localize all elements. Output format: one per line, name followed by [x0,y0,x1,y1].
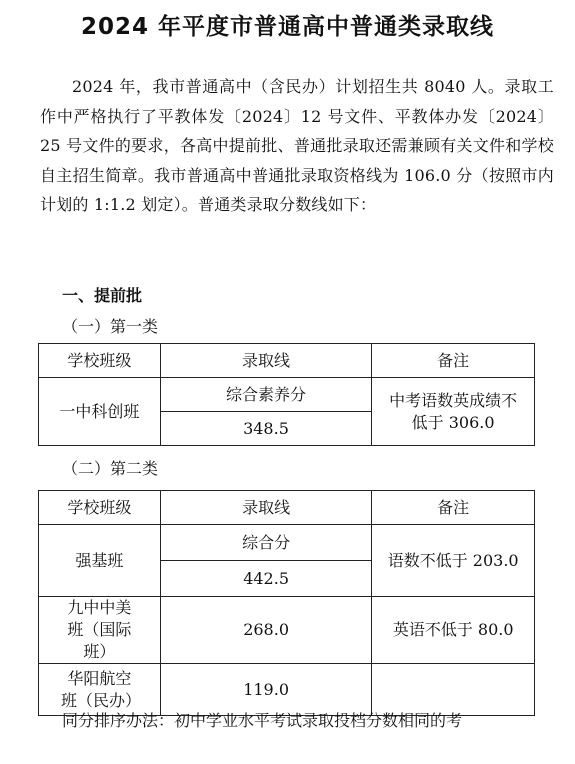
admission-table-2 [38,490,535,716]
table-cell-score: 442.5 [160,561,371,597]
table-header: 备注 [372,491,535,525]
table-cell-score-type: 综合分 [160,525,371,561]
table-cell-score: 119.0 [160,664,371,716]
table-cell-school: 九中中美班（国际班） [39,597,161,664]
table-cell-score-type: 综合素养分 [160,378,372,412]
footer-text: 同分排序办法：初中学业水平考试录取投档分数相同的考 [62,711,463,730]
table-header: 录取线 [160,344,372,378]
section-heading: 一、提前批 [62,286,143,305]
table-header: 录取线 [160,491,371,525]
table-cell-score: 348.5 [160,412,372,446]
table-cell-school: 一中科创班 [39,378,161,446]
table-cell-score: 268.0 [160,597,371,664]
admission-table-1 [38,343,535,446]
page-title: 2024 年平度市普通高中普通类录取线 [80,14,495,40]
subsection-heading: （二）第二类 [62,459,159,478]
table-header: 备注 [372,344,535,378]
subsection-heading: （一）第一类 [62,317,159,336]
table-cell-note: 语数不低于 203.0 [372,525,535,597]
table-header: 学校班级 [39,491,161,525]
table-cell-school: 强基班 [39,525,161,597]
intro-paragraph: 2024 年，我市普通高中（含民办）计划招生共 8040 人。录取工作中严格执行了平教体发〔2024〕12 号文件、平教体办发〔2024〕25 号文件的要求，各高中提前批、普通批录取还需兼顾有关文件和学校自主招生简章。我市普通高中普通批录取资格线为 106.0 分（按照市内计划的 1:1.2 划定）。普通类录取分数线如下： [40,77,554,214]
table-cell-note: 英语不低于 80.0 [372,597,535,664]
table-cell-school: 华阳航空班（民办） [39,664,161,716]
table-header: 学校班级 [39,344,161,378]
table-cell-note: 中考语数英成绩不低于 306.0 [372,378,535,446]
